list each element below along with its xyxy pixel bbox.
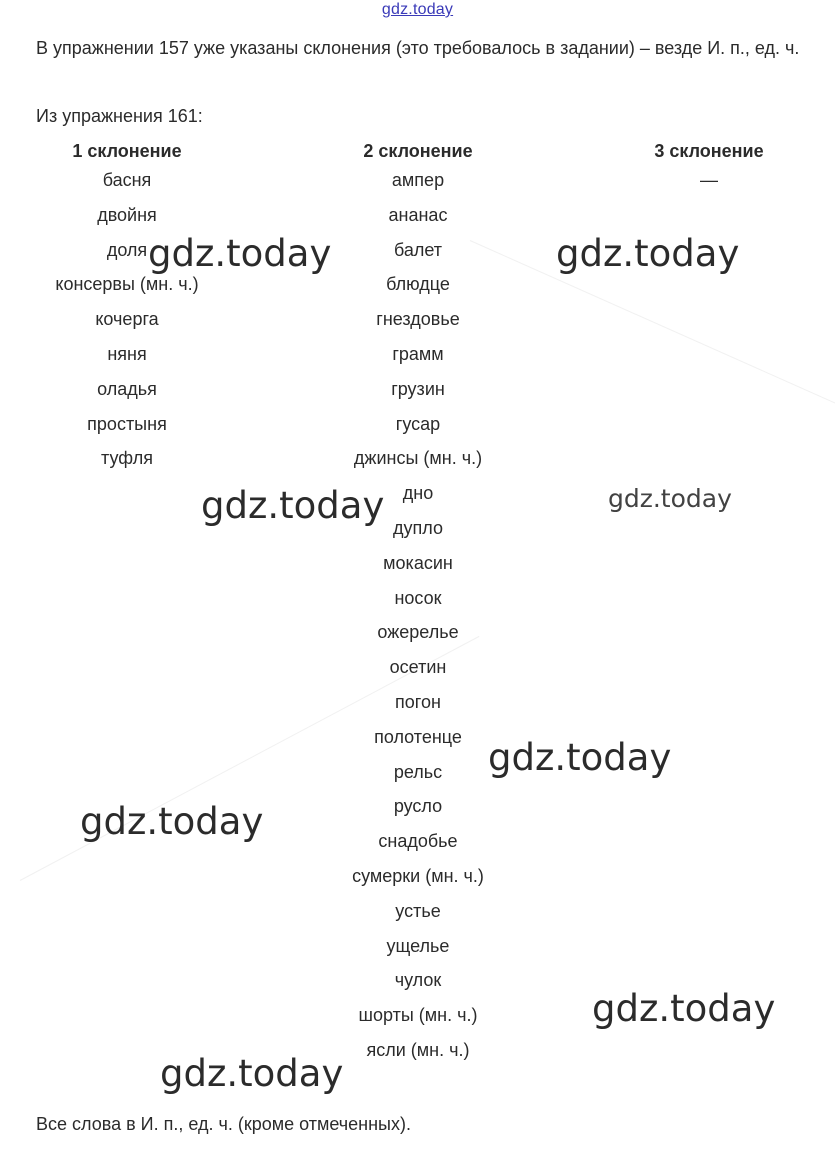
list-item: кочерга: [95, 309, 159, 330]
watermark: gdz.today: [592, 987, 776, 1030]
column-heading: 2 склонение: [363, 141, 473, 161]
column-third-declension: [604, 139, 814, 198]
list-item: ананас: [388, 204, 448, 225]
list-item: русло: [393, 796, 443, 817]
list-item: басня: [102, 170, 152, 190]
site-link[interactable]: gdz.today: [381, 1, 454, 18]
column-first-declension: [22, 139, 232, 476]
list-item: устье: [395, 900, 441, 921]
watermark: gdz.today: [556, 232, 740, 275]
list-item: чулок: [394, 970, 442, 991]
word-list: [604, 163, 814, 198]
list-item: полотенце: [374, 726, 462, 747]
list-item: балет: [393, 239, 443, 260]
watermark: gdz.today: [160, 1052, 344, 1095]
watermark: gdz.today: [80, 800, 264, 843]
list-item: снадобье: [378, 831, 458, 852]
column-second-declension: [313, 139, 523, 1068]
list-item: рельс: [393, 761, 443, 782]
watermark: gdz.today: [201, 484, 385, 527]
list-item: блюдце: [386, 274, 450, 295]
list-item: ущелье: [386, 935, 450, 956]
list-item: ампер: [391, 170, 445, 190]
list-item: доля: [106, 239, 148, 260]
list-item: ожерелье: [377, 622, 459, 643]
list-item: носок: [394, 587, 442, 608]
list-item: двойня: [97, 204, 157, 225]
list-item: джинсы (мн. ч.): [353, 448, 483, 469]
list-item: гнездовье: [376, 309, 460, 330]
word-list: [22, 163, 232, 476]
list-item: дно: [402, 483, 434, 504]
list-item: погон: [395, 691, 441, 712]
list-item: мокасин: [383, 552, 453, 573]
list-item: гусар: [395, 413, 441, 434]
column-heading: 3 склонение: [654, 141, 764, 161]
list-item: ясли (мн. ч.): [366, 1039, 470, 1060]
list-item: дупло: [393, 517, 443, 538]
list-item: консервы (мн. ч.): [55, 274, 199, 295]
watermark: gdz.today: [148, 232, 332, 275]
list-item: осетин: [389, 657, 447, 678]
word-list: [313, 163, 523, 1068]
list-item: сумерки (мн. ч.): [352, 865, 484, 886]
list-item: простыня: [87, 413, 167, 434]
column-heading: 1 склонение: [72, 141, 182, 161]
list-item: туфля: [101, 448, 153, 469]
watermark: gdz.today: [608, 484, 732, 513]
exercise-reference: Из упражнения 161:: [36, 106, 203, 126]
list-item: грузин: [391, 378, 445, 399]
list-item: —: [700, 170, 718, 190]
intro-text: В упражнении 157 уже указаны склонения (это требовалось в задании) – везде И. п., ед. ч.: [36, 38, 800, 58]
footer-note: Все слова в И. п., ед. ч. (кроме отмеченных).: [36, 1114, 411, 1134]
list-item: грамм: [392, 343, 444, 364]
list-item: оладья: [97, 378, 157, 399]
list-item: шорты (мн. ч.): [358, 1005, 478, 1026]
watermark: gdz.today: [488, 736, 672, 779]
list-item: няня: [107, 343, 147, 364]
